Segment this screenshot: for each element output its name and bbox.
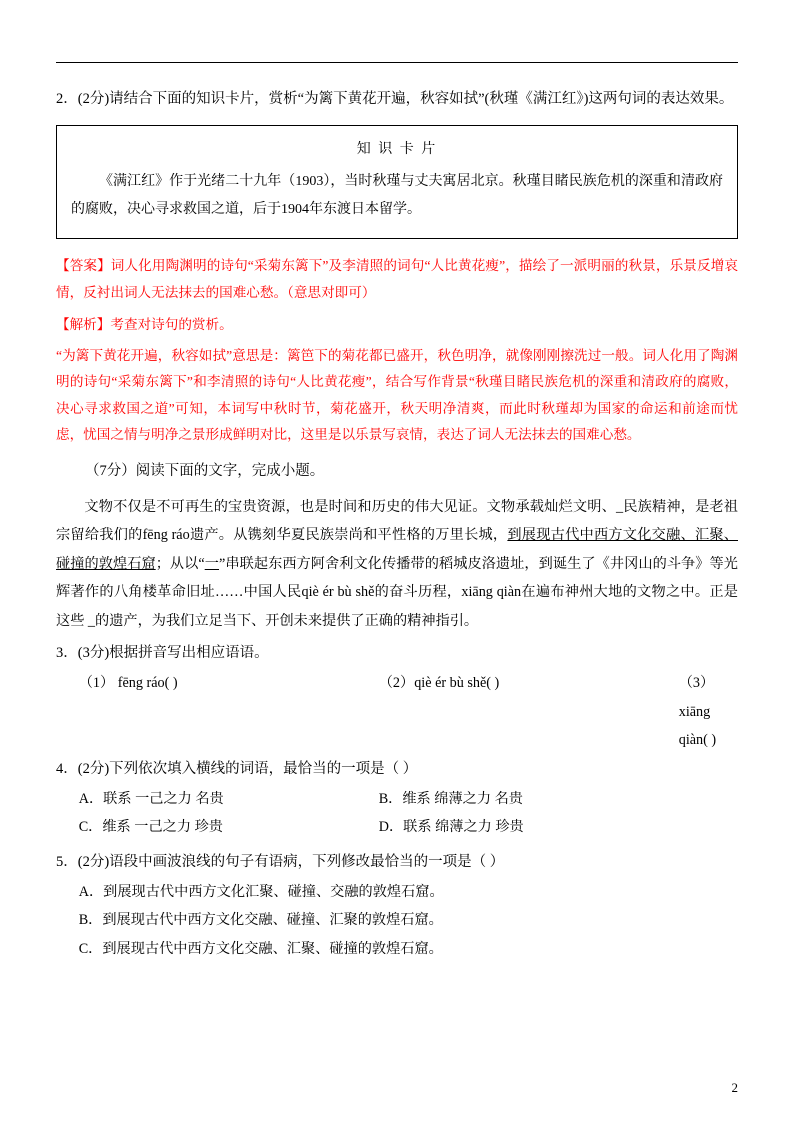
question-5-option-a[interactable]: A．到展现古代中西方文化汇聚、碰撞、交融的敦煌石窟。	[78, 883, 444, 900]
question-4-text: 4．(2分)下列依次填入横线的词语，最恰当的一项是（ ）	[56, 760, 418, 777]
question-3-item-1[interactable]: （1） fēng ráo( )	[78, 675, 178, 692]
page-number: 2	[731, 1080, 738, 1095]
answer-2-content: 词人化用陶渊明的诗句“采菊东篱下”及李清照的词句“人比黄花瘦”，描绘了一派明丽的秋景，乐景反增哀情，反衬出词人无法抹去的国难心愁。（意思对即可）	[56, 258, 738, 300]
analysis-lead: 考查对诗句的赏析。	[110, 317, 233, 333]
question-2-text: 2．(2分)请结合下面的知识卡片，赏析“为篱下黄花开遍，秋容如拭”(秋瑾《满江红》)这两句词的表达效果。	[56, 91, 734, 107]
question-3-item-3[interactable]: （3）xiāng qiàn( )	[678, 675, 717, 749]
question-3-item-2[interactable]: （2）qiè ér bù shě( )	[378, 675, 500, 692]
reading-passage	[56, 493, 738, 635]
question-3-items	[56, 669, 738, 754]
question-4-option-d[interactable]: D．联系 绵薄之力 珍贵	[378, 819, 524, 836]
answer-label: 【答案】	[56, 258, 111, 274]
knowledge-card-title: 知 识 卡 片	[356, 142, 438, 158]
passage-part-1: 文物不仅是不可再生的宝贵资源，也是时间和历史的伟大见证。文物承载灿烂文明、_民族精神，是老祖宗留给我们的	[56, 499, 738, 544]
passage-part-6: 在遍布神州大地的文物之中。正是这些 _的遗产，为我们立足当下、开创未来提供了正确的精神指引。	[56, 584, 738, 629]
question-5-text: 5．(2分)语段中画波浪线的句子有语病，下列修改最恰当的一项是（ ）	[56, 853, 505, 870]
passage-part-3: ；从以“	[155, 555, 205, 572]
question-3-text: 3．(3分)根据拼音写出相应语语。	[56, 645, 269, 662]
passage-underline-1: 到展现古代中西方文化交融、汇聚、碰撞的敦煌石窟	[56, 527, 738, 572]
question-4-option-b[interactable]: B．维系 绵薄之力 名贵	[378, 790, 523, 807]
analysis-2-body: “为篱下黄花开遍，秋容如拭”意思是：篱笆下的菊花都已盛开，秋色明净，就像刚刚擦洗过一般。词人化用了陶渊明的诗句“采菊东篱下”和李清照的诗句“人比黄花瘦”，结合写作背景“秋瑾目睹民族危机的深重和清政府的腐败，决心寻求救国之道”可知，本词写中秋时节，菊花盛开，秋天明净清爽，而此时秋瑾却为国家的命运和前途而忧虑，忧国之情与明净之景形成鲜明对比，这里是以乐景写哀情，表达了词人无法抹去的国难心愁。	[56, 347, 738, 443]
knowledge-card-body: 《满江红》作于光绪二十九年（1903），当时秋瑾与丈夫寓居北京。秋瑾目睹民族危机的深重和清政府的腐败，决心寻求救国之道，后于1904年东渡日本留学。	[71, 174, 723, 218]
question-4-row-1	[56, 785, 738, 813]
header-rule	[56, 62, 738, 63]
question-4-option-c[interactable]: C．维系 一己之力 珍贵	[78, 819, 223, 836]
question-4-option-a[interactable]: A．联系 一己之力 名贵	[78, 790, 224, 807]
knowledge-card	[56, 125, 738, 239]
passage-pinyin-3: xiāng qiàn	[461, 584, 522, 601]
passage-part-5: 的奋斗历程，	[374, 584, 462, 601]
question-4-row-2	[56, 813, 738, 841]
passage-pinyin-2: qiè ér bù shě	[301, 584, 375, 601]
passage-part-4: ”串联起东西方阿舍利文化传播带的稻城皮洛遗址，到诞生了《井冈山的斗争》等光辉著作的八角楼革命旧址……中国人民	[56, 555, 738, 601]
analysis-2-line	[56, 312, 738, 339]
question-5-option-c[interactable]: C．到展现古代中西方文化交融、汇聚、碰撞的敦煌石窟。	[78, 940, 443, 957]
passage-intro: （7分）阅读下面的文字，完成小题。	[85, 462, 325, 479]
answer-2-line	[56, 253, 738, 306]
analysis-label: 【解析】	[56, 317, 111, 333]
passage-pinyin-1: fēng ráo	[142, 527, 190, 544]
question-5-option-b[interactable]: B．到展现古代中西方文化交融、碰撞、汇聚的敦煌石窟。	[78, 912, 443, 929]
passage-body	[56, 493, 738, 635]
passage-part-2: 遗产。从镌刻华夏民族崇尚和平性格的万里长城，	[189, 527, 508, 544]
passage-underline-2: 一	[204, 555, 220, 572]
